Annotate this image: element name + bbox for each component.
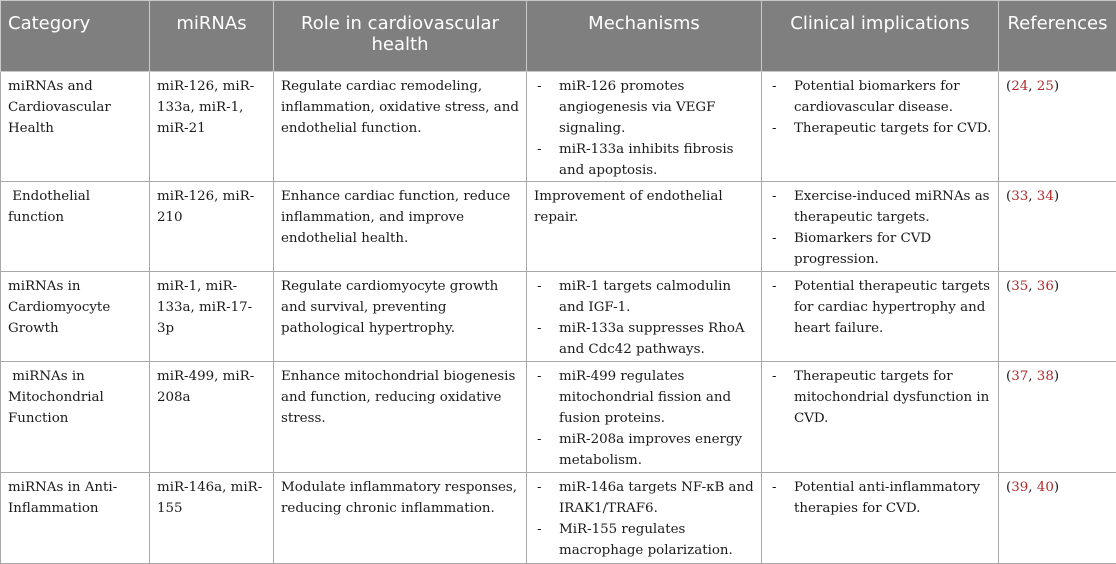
reference-link[interactable]: 34 bbox=[1037, 189, 1054, 204]
header-row bbox=[1, 1, 1116, 72]
category-text: miRNAs in Mitochondrial Function bbox=[8, 369, 104, 426]
table-row bbox=[1, 182, 1116, 272]
reference-link[interactable]: 40 bbox=[1037, 480, 1054, 495]
clinical-item: - Potential therapeutic targets for cardiac hypertrophy and heart failure. bbox=[769, 276, 992, 339]
reference-link[interactable]: 33 bbox=[1011, 189, 1028, 204]
table-row bbox=[1, 362, 1116, 473]
reference-link[interactable]: 38 bbox=[1037, 369, 1054, 384]
role-cell: Regulate cardiomyocyte growth and survival, preventing pathological hypertrophy. bbox=[274, 272, 527, 362]
clinical-list bbox=[769, 276, 992, 339]
table-row bbox=[1, 272, 1116, 362]
mirnas-cell: miR-126, miR-210 bbox=[150, 182, 274, 272]
clinical-item: - Potential biomarkers for cardiovascular disease. bbox=[769, 76, 992, 118]
mechanism-item: - miR-146a targets NF-κB and IRAK1/TRAF6. bbox=[534, 477, 755, 519]
clinical-cell bbox=[762, 473, 999, 564]
header-role: Role in cardiovascular health bbox=[274, 1, 527, 72]
clinical-cell bbox=[762, 72, 999, 182]
reference-link[interactable]: 39 bbox=[1011, 480, 1028, 495]
clinical-item: - Therapeutic targets for CVD. bbox=[769, 118, 992, 139]
reference-link[interactable]: 25 bbox=[1037, 79, 1054, 94]
clinical-list bbox=[769, 477, 992, 519]
clinical-item: - Exercise-induced miRNAs as therapeutic targets. bbox=[769, 186, 992, 228]
mirnas-cell: miR-146a, miR-155 bbox=[150, 473, 274, 564]
clinical-list bbox=[769, 76, 992, 139]
references-cell: (39, 40) bbox=[999, 473, 1116, 564]
role-cell: Enhance cardiac function, reduce inflammation, and improve endothelial health. bbox=[274, 182, 527, 272]
mechanism-item: - miR-1 targets calmodulin and IGF-1. bbox=[534, 276, 755, 318]
category-cell bbox=[1, 362, 150, 473]
category-text: Endothelial function bbox=[8, 189, 90, 225]
mechanisms-list bbox=[534, 276, 755, 360]
mirnas-cell: miR-126, miR-133a, miR-1, miR-21 bbox=[150, 72, 274, 182]
mechanism-item: - MiR-155 regulates macrophage polarization. bbox=[534, 519, 755, 561]
mechanism-item: - miR-208a improves energy metabolism. bbox=[534, 429, 755, 471]
clinical-item: - Therapeutic targets for mitochondrial dysfunction in CVD. bbox=[769, 366, 992, 429]
mechanism-item: - miR-133a suppresses RhoA and Cdc42 pathways. bbox=[534, 318, 755, 360]
category-cell: miRNAs and Cardiovascular Health bbox=[1, 72, 150, 182]
references-cell: (35, 36) bbox=[999, 272, 1116, 362]
mirnas-cell: miR-499, miR-208a bbox=[150, 362, 274, 473]
category-cell bbox=[1, 182, 150, 272]
mechanism-item: - miR-126 promotes angiogenesis via VEGF signaling. bbox=[534, 76, 755, 139]
clinical-list bbox=[769, 186, 992, 270]
mechanisms-cell bbox=[527, 272, 762, 362]
references-cell: (37, 38) bbox=[999, 362, 1116, 473]
reference-link[interactable]: 37 bbox=[1011, 369, 1028, 384]
clinical-item: - Biomarkers for CVD progression. bbox=[769, 228, 992, 270]
mechanisms-cell bbox=[527, 362, 762, 473]
header-category: Category bbox=[1, 1, 150, 72]
role-cell: Enhance mitochondrial biogenesis and function, reducing oxidative stress. bbox=[274, 362, 527, 473]
role-cell: Regulate cardiac remodeling, inflammation, oxidative stress, and endothelial function. bbox=[274, 72, 527, 182]
mechanism-item: - miR-499 regulates mitochondrial fission and fusion proteins. bbox=[534, 366, 755, 429]
mechanism-item: - miR-133a inhibits fibrosis and apoptosis. bbox=[534, 139, 755, 181]
references-cell: (24, 25) bbox=[999, 72, 1116, 182]
clinical-cell bbox=[762, 272, 999, 362]
clinical-list bbox=[769, 366, 992, 429]
header-mechanisms: Mechanisms bbox=[527, 1, 762, 72]
table-body bbox=[1, 72, 1116, 564]
header-clinical: Clinical implications bbox=[762, 1, 999, 72]
clinical-cell bbox=[762, 362, 999, 473]
references-cell: (33, 34) bbox=[999, 182, 1116, 272]
mechanisms-list bbox=[534, 76, 755, 181]
mechanisms-cell: Improvement of endothelial repair. bbox=[527, 182, 762, 272]
reference-link[interactable]: 24 bbox=[1011, 79, 1028, 94]
category-cell: miRNAs in Anti-Inflammation bbox=[1, 473, 150, 564]
table-header bbox=[1, 1, 1116, 72]
reference-link[interactable]: 36 bbox=[1037, 279, 1054, 294]
table-row bbox=[1, 473, 1116, 564]
mirnas-cell: miR-1, miR-133a, miR-17-3p bbox=[150, 272, 274, 362]
table-row bbox=[1, 72, 1116, 182]
mechanisms-list bbox=[534, 477, 755, 561]
clinical-item: - Potential anti-inflammatory therapies for CVD. bbox=[769, 477, 992, 519]
header-references: References bbox=[999, 1, 1116, 72]
header-mirnas: miRNAs bbox=[150, 1, 274, 72]
role-cell: Modulate inflammatory responses, reducing chronic inflammation. bbox=[274, 473, 527, 564]
mechanisms-list bbox=[534, 366, 755, 471]
mechanisms-cell bbox=[527, 473, 762, 564]
reference-link[interactable]: 35 bbox=[1011, 279, 1028, 294]
mechanisms-cell bbox=[527, 72, 762, 182]
category-cell: miRNAs in Cardiomyocyte Growth bbox=[1, 272, 150, 362]
clinical-cell bbox=[762, 182, 999, 272]
